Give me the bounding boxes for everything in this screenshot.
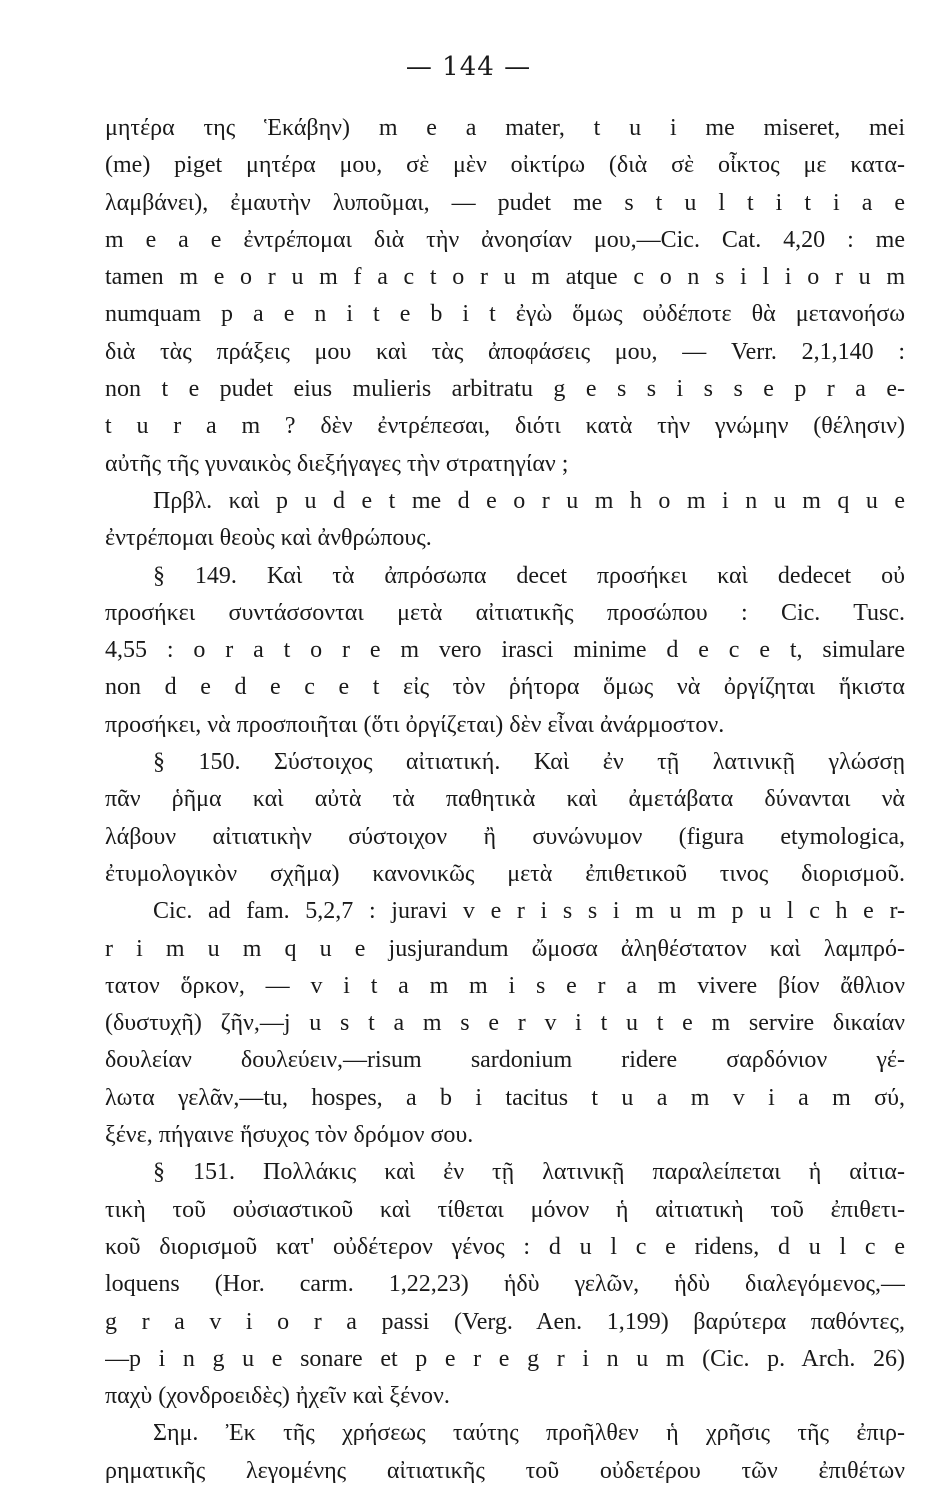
text-line: αὐτῆς τῆς γυναικὸς διεξήγαγες τὴν στρατηγίαν ; (105, 450, 569, 477)
text-line: δουλείαν δουλεύειν,—risum sardonium ridere σαρδόνιον γέ- (105, 1047, 905, 1074)
text-line: 4,55 : o r a t o r e m vero irasci minime d e c e t, simulare (105, 637, 905, 664)
text-line: κοῦ διορισμοῦ κατ' οὐδέτερον γένος : d u l c e ridens, d u l c e (105, 1233, 905, 1260)
text-line: non t e pudet eius mulieris arbitratu g e s s i s s e p r a e- (105, 376, 905, 403)
text-line: (me) piget μητέρα μου, σὲ μὲν οἰκτίρω (διὰ σὲ οἶκτος με κατα- (105, 152, 905, 179)
text-line: r i m u m q u e jusjurandum ὤμοσα ἀληθέστατον καὶ λαμπρό- (105, 935, 905, 962)
section-149-heading-line: § 149. Καὶ τὰ ἀπρόσωπα decet προσήκει καὶ dedecet οὐ (153, 562, 905, 589)
text-line: διὰ τὰς πράξεις μου καὶ τὰς ἀποφάσεις μου, — Verr. 2,1,140 : (105, 338, 905, 365)
text-line: tamen m e o r u m f a c t o r u m atque c o n s i l i o r u m (105, 264, 905, 291)
text-line: —p i n g u e sonare et p e r e g r i n u m (Cic. p. Arch. 26) (105, 1345, 905, 1372)
text-line: λαμβάνει), ἐμαυτὴν λυποῦμαι, — pudet me s t u l t i t i a e (105, 189, 905, 216)
text-line: λωτα γελᾶν,—tu, hospes, a b i tacitus t u a m v i a m σύ, (105, 1084, 905, 1111)
text-line: ρηματικῆς λεγομένης αἰτιατικῆς τοῦ οὐδετέρου τῶν ἐπιθέτων (105, 1457, 905, 1484)
text-line: προσήκει, νὰ προσποιῆται (ὅτι ὀργίζεται) δὲν εἶναι ἀνάρμοστον. (105, 711, 725, 738)
text-line: m e a e ἐντρέπομαι διὰ τὴν ἀνοησίαν μου,—Cic. Cat. 4,20 : me (105, 226, 905, 253)
text-line: προσήκει συντάσσονται μετὰ αἰτιατικῆς προσώπου : Cic. Tusc. (105, 599, 905, 626)
text-line: Cic. ad fam. 5,2,7 : juravi v e r i s s i m u m p u l c h e r- (153, 898, 905, 925)
page-number: — 144 — (405, 52, 532, 82)
text-line: loquens (Hor. carm. 1,22,23) ἡδὺ γελῶν, ἡδὺ διαλεγόμενος,— (105, 1271, 905, 1298)
text-line: λάβουν αἰτιατικὴν σύστοιχον ἢ συνώνυμον (figura etymologica, (105, 823, 905, 850)
text-line: t u r a m ? δὲν ἐντρέπεσαι, διότι κατὰ τὴν γνώμην (θέλησιν) (105, 413, 905, 440)
text-line: ξένε, πήγαινε ἥσυχος τὸν δρόμον σου. (105, 1122, 474, 1149)
text-line: τατον ὅρκον, — v i t a m m i s e r a m vivere βίον ἄθλιον (105, 972, 905, 999)
text-line: τικὴ τοῦ οὐσιαστικοῦ καὶ τίθεται μόνον ἡ αἰτιατικὴ τοῦ ἐπιθετι- (105, 1196, 905, 1223)
text-line: non d e d e c e t εἰς τὸν ῥήτορα ὅμως νὰ ὀργίζηται ἥκιστα (105, 674, 905, 701)
text-line: ἐντρέπομαι θεοὺς καὶ ἀνθρώπους. (105, 525, 432, 552)
page-body (105, 110, 905, 1490)
section-151-heading-line: § 151. Πολλάκις καὶ ἐν τῇ λατινικῇ παραλείπεται ἡ αἰτια- (153, 1159, 905, 1186)
text-line: Πρβλ. καὶ p u d e t me d e o r u m h o m i n u m q u e (153, 487, 905, 514)
text-line: παχὺ (χονδροειδὲς) ἠχεῖν καὶ ξένον. (105, 1383, 450, 1410)
note-heading-line: Σημ. Ἐκ τῆς χρήσεως ταύτης προῆλθεν ἡ χρῆσις τῆς ἐπιρ- (153, 1420, 905, 1447)
section-150-heading-line: § 150. Σύστοιχος αἰτιατική. Καὶ ἐν τῇ λατινικῇ γλώσσῃ (153, 749, 905, 776)
text-line: μητέρα της Ἑκάβην) m e a mater, t u i me miseret, mei (105, 115, 905, 141)
text-line: (δυστυχῆ) ζῆν,—j u s t a m s e r v i t u t e m servire δικαίαν (105, 1010, 905, 1037)
text-line: numquam p a e n i t e b i t ἐγὼ ὅμως οὐδέποτε θὰ μετανοήσω (105, 301, 905, 328)
text-line: πᾶν ῥῆμα καὶ αὐτὰ τὰ παθητικὰ καὶ ἀμετάβατα δύνανται νὰ (105, 786, 905, 813)
text-line: g r a v i o r a passi (Verg. Aen. 1,199) βαρύτερα παθόντες, (105, 1308, 905, 1335)
text-line: ἐτυμολογικὸν σχῆμα) κανονικῶς μετὰ ἐπιθετικοῦ τινος διορισμοῦ. (105, 860, 905, 887)
